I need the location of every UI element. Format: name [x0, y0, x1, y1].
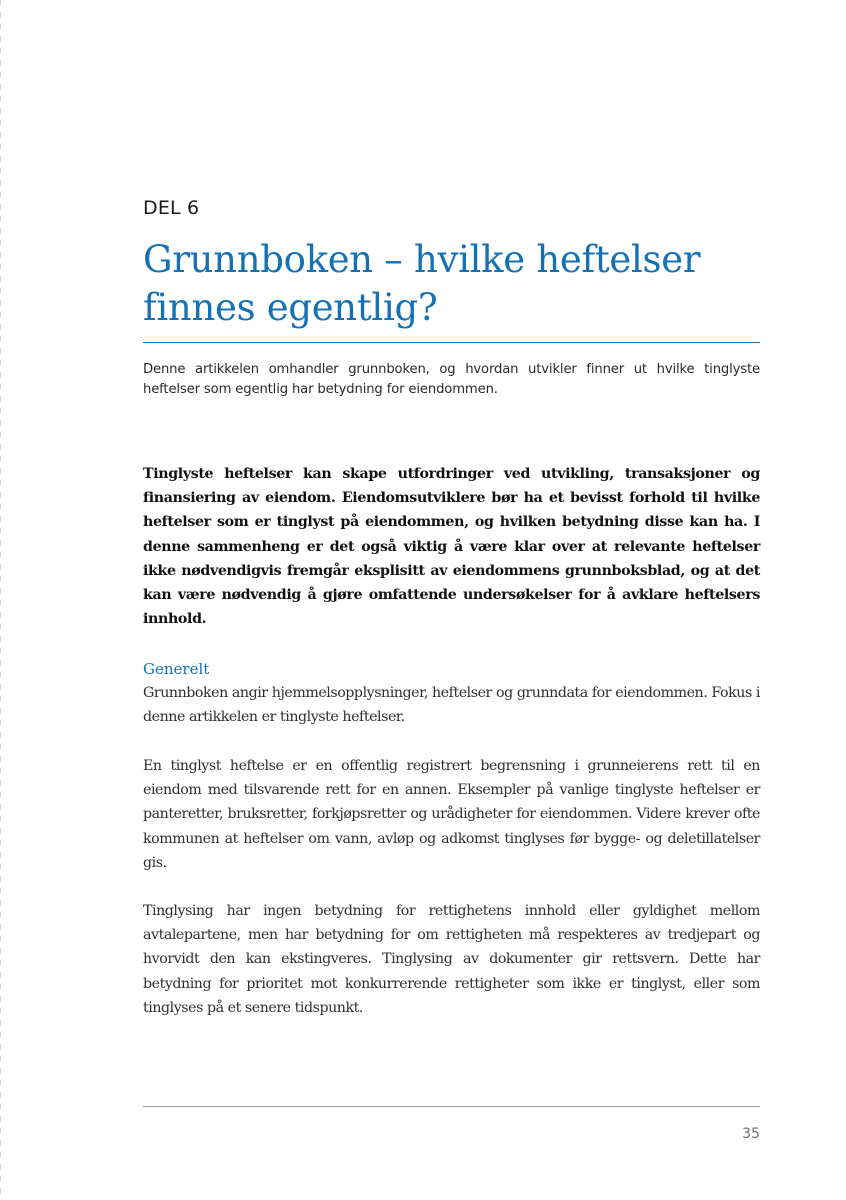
part-label: DEL 6 — [143, 197, 200, 219]
intro-text: Denne artikkelen omhandler grunnboken, og hvordan utvikler finner ut hvilke tinglyste heftelser som egentlig har betydning for eiendommen. — [143, 362, 760, 397]
body-paragraph: Tinglysing har ingen betydning for rettighetens innhold eller gyldighet mellom avtalepartene, men har betydning for om rettigheten må respekteres av tredjepart og hvorvidt den kan ekstingveres. Tinglysing av dokumenter gir rettsvern. Dette har betydning for prioritet mot konkurrerende rettigheter som ikke er tinglyst, eller som tinglyses på et senere tidspunkt. — [143, 903, 760, 1016]
section-heading: Generelt — [143, 660, 210, 678]
body-paragraph: En tinglyst heftelse er en offentlig registrert begrensning i grunneierens rett til en eiendom med tilsvarende rett for en annen. Eksempler på vanlige tinglyste heftelser er panteretter, bruksretter, forkjøpsretter og urådigheter for eiendommen. Videre krever ofte kommunen at heftelser om vann, avløp og adkomst tinglyses før bygge- og deletillatelser gis. — [143, 758, 760, 871]
title-divider — [143, 342, 760, 343]
page-number: 35 — [742, 1126, 760, 1142]
footer-divider — [143, 1106, 760, 1107]
lead-paragraph: Tinglyste heftelser kan skape utfordringer ved utvikling, transaksjoner og finansiering av eiendom. Eiendomsutviklere bør ha et bevisst forhold til hvilke heftelser som er tinglyst på eiendommen, og hvilken betydning disse kan ha. I denne sammenheng er det også viktig å være klar over at relevante heftelser ikke nødvendigvis fremgår eksplisitt av eiendommens grunnboksblad, og at det kan være nødvendig å gjøre omfattende undersøkelser for å avklare heftelsers innhold. — [143, 466, 760, 628]
page-edge-marker — [0, 0, 1, 1200]
body-paragraph: Grunnboken angir hjemmelsopplysninger, heftelser og grunndata for eiendommen. Fokus i denne artikkelen er tinglyste heftelser. — [143, 685, 760, 726]
page-title: Grunnboken – hvilke heftelser finnes egentlig? — [143, 238, 701, 329]
